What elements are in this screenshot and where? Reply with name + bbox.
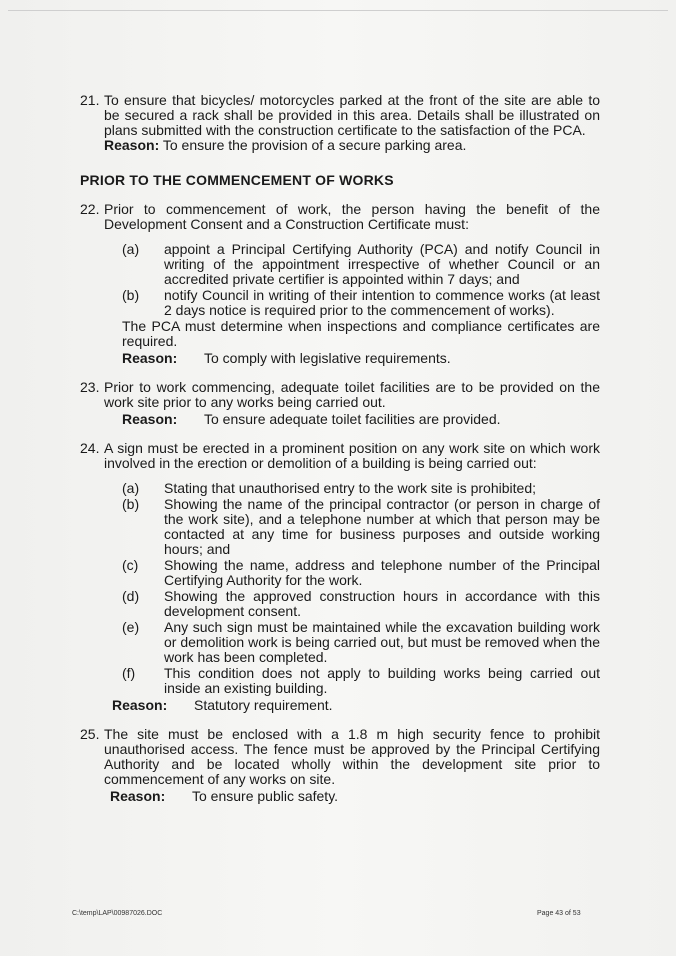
reason-text: To ensure adequate toilet facilities are provided.	[204, 411, 501, 427]
sub-item-label: (f)	[122, 665, 136, 681]
reason-text: To comply with legislative requirements.	[204, 350, 451, 366]
reason-text: Statutory requirement.	[194, 697, 333, 713]
condition-number: 22.	[80, 201, 100, 217]
sub-item-label: (a)	[122, 480, 140, 496]
sub-item	[122, 589, 600, 619]
sub-item-text: Showing the approved construction hours in accordance with this development consent.	[164, 588, 600, 619]
condition-text: Prior to work commencing, adequate toilet facilities are to be provided on the work site prior to any works being carried out.	[104, 379, 600, 410]
sub-item-text: This condition does not apply to building works being carried out inside an existing building.	[164, 665, 600, 696]
reason-row	[104, 698, 600, 713]
condition-text: A sign must be erected in a prominent position on any work site on which work involved in the erection or demolition of a building is being carried out:	[104, 440, 600, 471]
sub-item-label: (b)	[122, 496, 140, 512]
reason-label: Reason:	[110, 788, 166, 804]
condition-number: 24.	[80, 440, 100, 456]
condition-number: 25.	[80, 726, 100, 742]
sub-item	[122, 242, 600, 287]
reason-row	[104, 351, 600, 366]
sub-item-list	[104, 481, 600, 696]
reason-label: Reason:	[122, 411, 178, 427]
condition-25	[80, 727, 600, 804]
condition-number: 23.	[80, 379, 100, 395]
sub-item-text: Any such sign must be maintained while the excavation building work or demolition work is being carried out, but must be removed when the work has been completed.	[164, 619, 600, 665]
reason-row	[104, 412, 600, 427]
sub-item-text: notify Council in writing of their intention to commence works (at least 2 days notice is required prior to the commencement of works).	[164, 287, 600, 318]
condition-text: The site must be enclosed with a 1.8 m high security fence to prohibit unauthorised access. The fence must be approved by the Principal Certifying Authority and be located wholly within the development site prior to commencement of any works on site.	[104, 726, 600, 787]
sub-item-text: Showing the name of the principal contractor (or person in charge of the work site), and a telephone number at which that person may be contacted at any time for business purposes and outside working hours; and	[164, 496, 600, 557]
sub-item	[122, 497, 600, 557]
sub-item	[122, 666, 600, 696]
sub-item-text: Showing the name, address and telephone number of the Principal Certifying Authority for the work.	[164, 557, 600, 588]
condition-text: To ensure that bicycles/ motorcycles parked at the front of the site are able to be secured a rack shall be provided in this area. Details shall be illustrated on plans submitted with the construction certificate to the satisfaction of the PCA.	[104, 92, 600, 138]
condition-24	[80, 441, 600, 713]
sub-item-label: (e)	[122, 619, 140, 635]
condition-21	[80, 93, 600, 153]
sub-item-label: (c)	[122, 557, 139, 573]
sub-item-text: Stating that unauthorised entry to the work site is prohibited;	[164, 480, 536, 496]
reason-label: Reason:	[122, 350, 178, 366]
sub-item-list	[104, 242, 600, 318]
sub-item-text: appoint a Principal Certifying Authority (PCA) and notify Council in writing of the appointment irrespective of whether Council or an accredited private certifier is appointed within 7 days; and	[164, 241, 600, 287]
document-body	[80, 93, 600, 818]
reason-label: Reason:	[104, 137, 160, 153]
reason-row	[104, 789, 600, 804]
reason-text: To ensure public safety.	[192, 788, 339, 804]
footer-page-number: Page 43 of 53	[537, 910, 581, 917]
condition-note: The PCA must determine when inspections and compliance certificates are required.	[122, 318, 600, 349]
condition-text: Prior to commencement of work, the person having the benefit of the Development Consent and a Construction Certificate must:	[104, 201, 600, 232]
reason-text: To ensure the provision of a secure parking area.	[162, 137, 467, 153]
sub-item-label: (d)	[122, 588, 140, 604]
section-heading: PRIOR TO THE COMMENCEMENT OF WORKS	[80, 172, 394, 188]
top-border-line	[8, 10, 668, 11]
reason-label: Reason:	[112, 697, 168, 713]
sub-item	[122, 620, 600, 665]
sub-item	[122, 288, 600, 318]
condition-22	[80, 202, 600, 366]
sub-item-label: (a)	[122, 241, 140, 257]
sub-item	[122, 558, 600, 588]
condition-number: 21.	[80, 92, 100, 108]
sub-item	[122, 481, 600, 496]
footer-file-path: C:\temp\LAP\00987026.DOC	[72, 910, 163, 917]
sub-item-label: (b)	[122, 287, 140, 303]
condition-23	[80, 380, 600, 427]
